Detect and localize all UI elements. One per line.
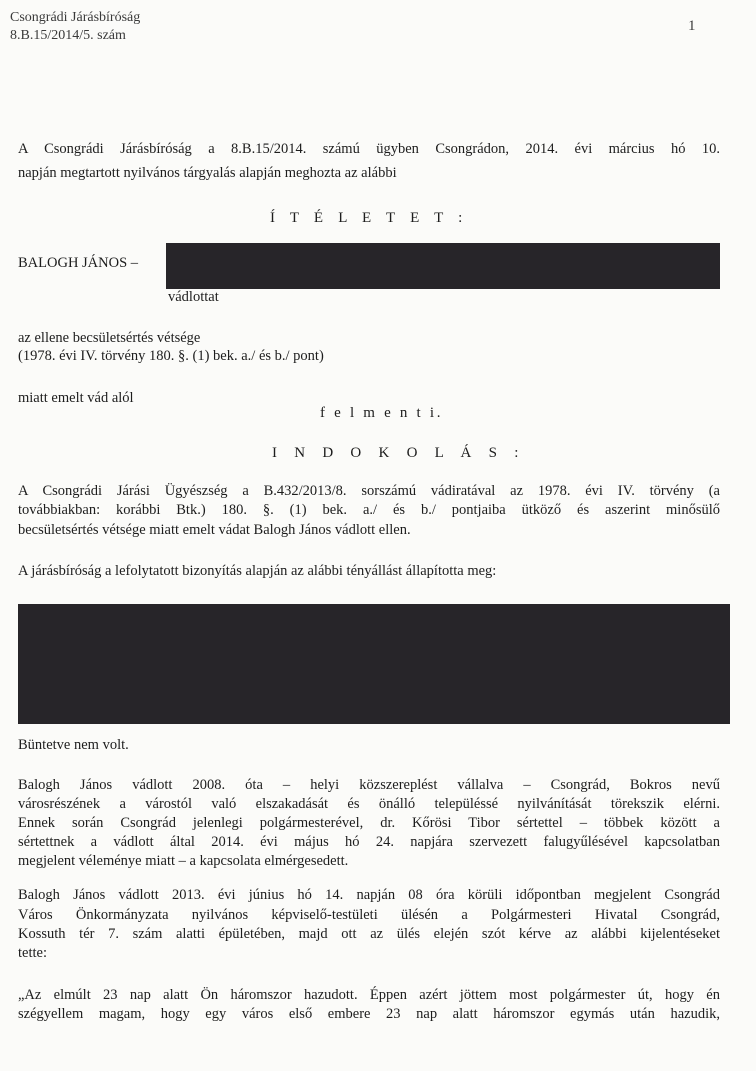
- para4-line-3: Ennek során Csongrád jelenlegi polgármesterével, dr. Kőrösi Tibor sértettel – többek között a: [18, 815, 720, 831]
- intro-line-1: A Csongrádi Járásbíróság a 8.B.15/2014. számú ügyben Csongrádon, 2014. évi március hó 10.: [18, 141, 720, 157]
- quote-line-1: „Az elmúlt 23 nap alatt Ön háromszor hazudott. Éppen azért jöttem most polgármester út, hogy én: [18, 987, 720, 1003]
- para5-line-2: Város Önkormányzata nyilvános képviselő-testületi ülésén a Polgármesteri Hivatal Csongrád,: [18, 907, 720, 923]
- para4-line-5: megjelent véleménye miatt – a kapcsolata elmérgesedett.: [18, 853, 349, 869]
- case-number: 8.B.15/2014/5. szám: [10, 28, 126, 43]
- court-name: Csongrádi Járásbíróság: [10, 10, 141, 25]
- defendant-role: vádlottat: [168, 289, 219, 305]
- para1-line-1: A Csongrádi Járási Ügyészség a B.432/2013/8. sorszámú vádiratával az 1978. évi IV. törvény (a: [18, 483, 720, 499]
- para4-line-4: sértettnek a vádlott által 2014. évi május hó 24. napjára szervezett falugyűlésével kapcsolatban: [18, 834, 720, 850]
- para1-line-2: továbbiakban: korábbi Btk.) 180. §. (1) bek. a./ és b./ pontjaiba ütköző és aszerint minősülő: [18, 502, 720, 518]
- redaction-block: [18, 604, 730, 724]
- charge-line-1: az ellene becsületsértés vétsége: [18, 330, 201, 346]
- quote-line-2: szégyellem magam, hogy egy város első embere 23 nap alatt háromszor egymás után hazudik,: [18, 1006, 720, 1022]
- charge-line-3: miatt emelt vád alól: [18, 390, 134, 406]
- para3: Büntetve nem volt.: [18, 737, 129, 753]
- decision: f e l m e n t i.: [320, 405, 444, 421]
- reasoning-heading: I N D O K O L Á S :: [272, 445, 526, 461]
- intro-line-2: napján megtartott nyilvános tárgyalás alapján meghozta az alábbi: [18, 165, 397, 181]
- redaction-block: [166, 243, 720, 289]
- verdict-heading: Í T É L E T E T :: [270, 210, 469, 226]
- para1-line-3: becsületsértés vétsége miatt emelt vádat Balogh János vádlott ellen.: [18, 522, 411, 538]
- defendant-name: BALOGH JÁNOS –: [18, 255, 139, 271]
- para5-line-3: Kossuth tér 7. szám alatti épületében, majd ott az ülés elején szót kérve az alábbi kijelentéseket: [18, 926, 720, 942]
- charge-line-2: (1978. évi IV. törvény 180. §. (1) bek. a./ és b./ pont): [18, 348, 324, 364]
- para4-line-1: Balogh János vádlott 2008. óta – helyi közszereplést vállalva – Csongrád, Bokros nevű: [18, 777, 720, 793]
- para2: A járásbíróság a lefolytatott bizonyítás alapján az alábbi tényállást állapította meg:: [18, 563, 497, 579]
- page-number: 1: [688, 18, 696, 34]
- para5-line-1: Balogh János vádlott 2013. évi június hó 14. napján 08 óra körüli időpontban megjelent Csongrád: [18, 887, 720, 903]
- para5-line-4: tette:: [18, 945, 47, 961]
- para4-line-2: városrészének a várostól való elszakadását és önálló településsé nyilvánítását törekszik elérni.: [18, 796, 720, 812]
